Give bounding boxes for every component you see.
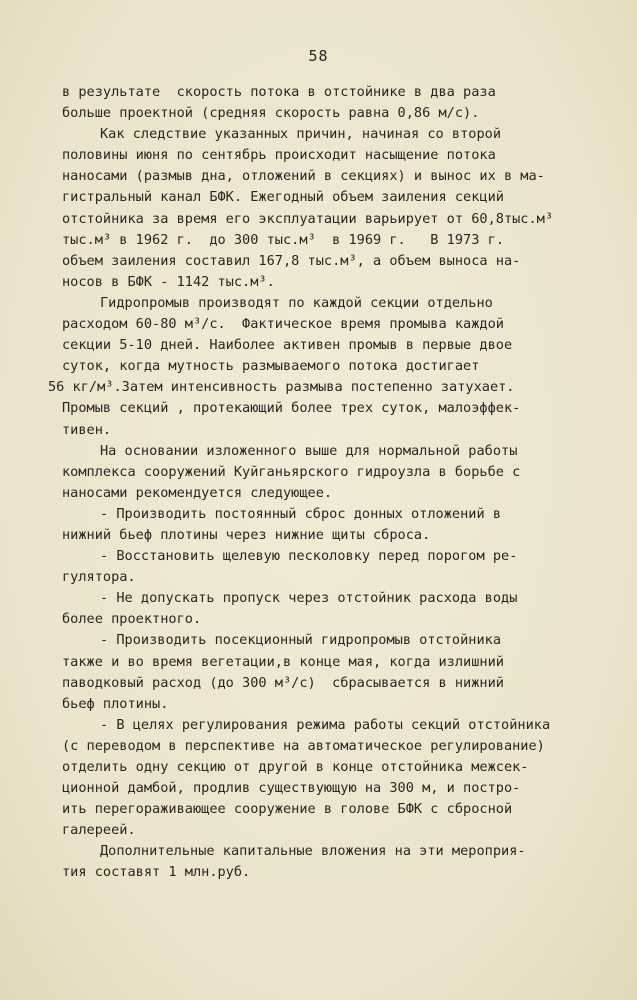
text-line: - Производить постоянный сброс донных отложений в (100, 505, 502, 522)
text-line: Дополнительные капитальные вложения на эти мероприя- (100, 843, 526, 860)
text-line: На основании изложенного выше для нормальной работы (100, 442, 518, 459)
text-line: (с переводом в перспективе на автоматическое регулирование) (62, 737, 545, 754)
text-line: гулятора. (62, 569, 136, 586)
text-line: комплекса сооружений Куйганьярского гидроузла в борьбе с (62, 463, 521, 480)
text-line: ционной дамбой, продлив существующую на 300 м, и постро- (62, 780, 521, 797)
text-line: также и во время вегетации,в конце мая, когда излишний (62, 653, 504, 670)
text-line: в результате скорость потока в отстойнике в два раза (62, 84, 496, 100)
page-number: 58 (308, 47, 329, 65)
text-line: бьеф плотины. (62, 695, 169, 712)
text-line: Промыв секций , протекающий более трех суток, малоэффек- (62, 400, 521, 417)
text-line: суток, когда мутность размываемого потока достигает (62, 358, 480, 375)
text-line: тивен. (62, 421, 112, 438)
body-text (48, 82, 562, 884)
text-line: ить перегораживающее сооружение в голове БФК с сбросной (62, 801, 513, 818)
text-line: тия составят 1 млн.руб. (62, 864, 251, 881)
text-line: наносами (размыв дна, отложений в секциях) и вынос их в ма- (62, 168, 545, 185)
text-line: гистральный канал БФК. Ежегодный объем заиления секций (62, 189, 504, 206)
text-line: тыс.м³ в 1962 г. до 300 тыс.м³ в 1969 г. В 1973 г. (62, 231, 504, 248)
text-line: нижний бьеф плотины через нижние щиты сброса. (62, 526, 431, 543)
text-line: - В целях регулирования режима работы секций отстойника (100, 716, 551, 733)
text-line: секции 5-10 дней. Наиболее активен промыв в первые двое (62, 337, 513, 354)
text-line: Как следствие указанных причин, начиная со второй (100, 126, 502, 143)
text-line: больше проектной (средняя скорость равна 0,86 м/с). (62, 105, 480, 122)
text-line: расходом 60-80 м³/с. Фактическое время промыва каждой (62, 316, 504, 333)
text-line: более проектного. (62, 611, 202, 628)
text-line: галереей. (62, 822, 136, 839)
text-line: носов в БФК - 1142 тыс.м³. (62, 273, 275, 290)
text-line: паводковый расход (до 300 м³/с) сбрасывается в нижний (62, 674, 504, 691)
text-line: объем заиления составил 167,8 тыс.м³, а объем выноса на- (62, 252, 521, 269)
text-line: - Восстановить щелевую песколовку перед порогом ре- (100, 548, 518, 565)
text-line: отделить одну секцию от другой в конце отстойника межсек- (62, 759, 529, 775)
text-line: Гидропромыв производят по каждой секции отдельно (100, 294, 493, 311)
text-line: - Производить посекционный гидропромыв отстойника (100, 632, 502, 649)
text-line: - Не допускать пропуск через отстойник расхода воды (100, 590, 518, 607)
text-line: половины июня по сентябрь происходит насыщение потока (62, 147, 496, 164)
text-line: наносами рекомендуется следующее. (62, 484, 333, 501)
text-line: отстойника за время его эксплуатации варьирует от 60,8тыс.м³ (62, 210, 554, 227)
text-line: 56 кг/м³.Затем интенсивность размыва постепенно затухает. (48, 379, 515, 396)
